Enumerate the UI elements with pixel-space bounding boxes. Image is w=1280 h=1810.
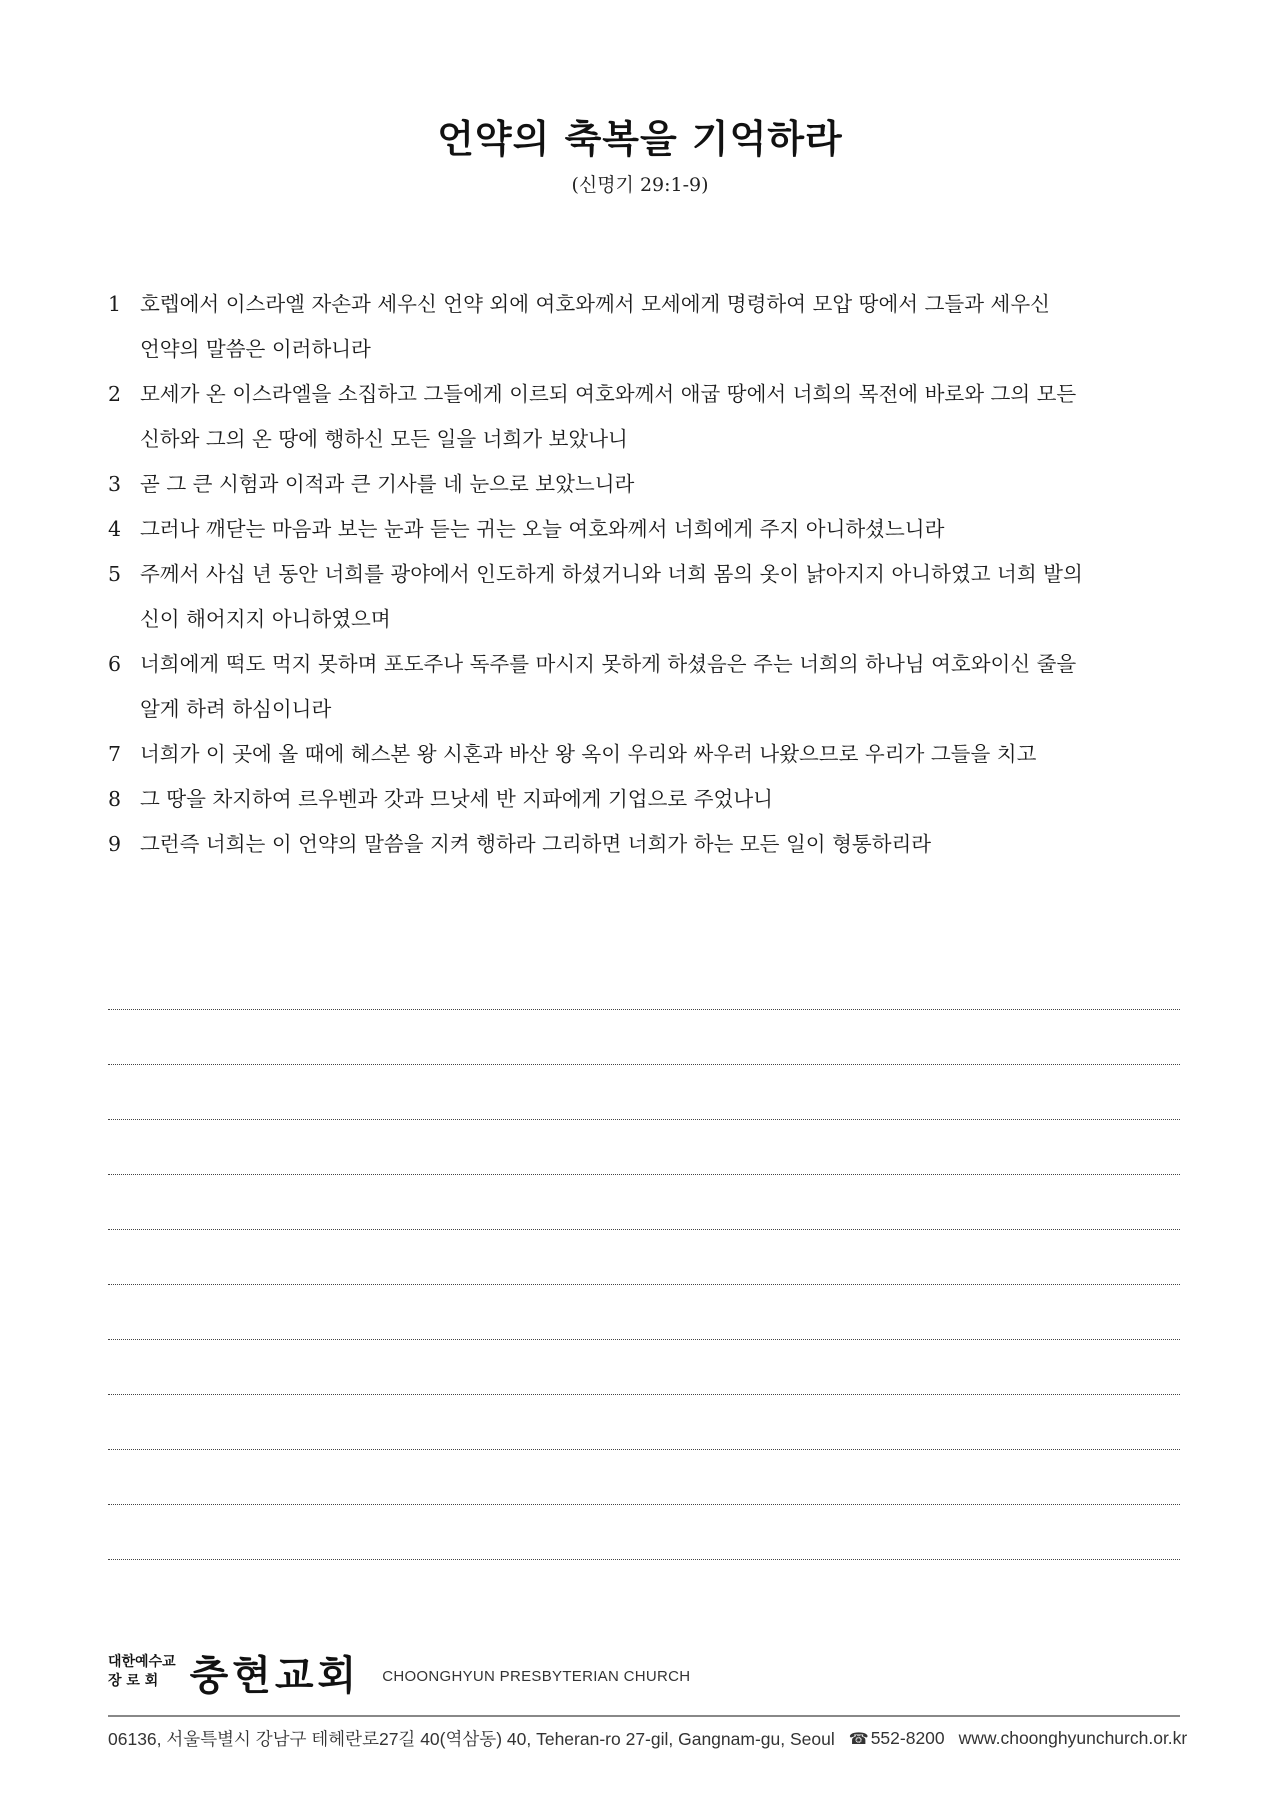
verse-line: 호렙에서 이스라엘 자손과 세우신 언약 외에 여호와께서 모세에게 명령하여 모압 땅에서 그들과 세우신 <box>140 292 1050 316</box>
verse-item <box>108 372 1178 462</box>
verse-line: 그런즉 너희는 이 언약의 말씀을 지켜 행하라 그리하면 너희가 하는 모든 일이 형통하리라 <box>140 832 932 856</box>
verse-text <box>140 732 1178 777</box>
verse-text <box>140 822 1178 867</box>
verse-number: 7 <box>108 742 122 766</box>
website-link[interactable]: www.choonghyunchurch.or.kr <box>958 1728 1188 1748</box>
verse-line: 알게 하려 하심이니라 <box>140 697 332 721</box>
footer-contact <box>108 1726 1188 1751</box>
scripture-reference: (신명기 29:1-9) <box>571 174 709 196</box>
verse-number: 2 <box>108 382 122 406</box>
verse-number: 9 <box>108 832 122 856</box>
denomination-line1: 대한예수교 <box>108 1654 176 1670</box>
verse-text <box>140 777 1178 822</box>
denomination <box>108 1653 176 1691</box>
verse-list <box>108 282 1178 867</box>
page-title: 언약의 축복을 기억하라 <box>437 117 843 161</box>
verse-line: 모세가 온 이스라엘을 소집하고 그들에게 이르되 여호와께서 애굽 땅에서 너희의 목전에 바로와 그의 모든 <box>140 382 1077 406</box>
verse-line: 너희에게 떡도 먹지 못하며 포도주나 독주를 마시지 못하게 하셨음은 주는 너희의 하나님 여호와이신 줄을 <box>140 652 1077 676</box>
writing-line[interactable] <box>108 1065 1180 1120</box>
writing-line[interactable] <box>108 955 1180 1010</box>
verse-line: 신이 해어지지 아니하였으며 <box>140 607 391 631</box>
footer-divider <box>108 1715 1180 1717</box>
verse-item <box>108 822 1178 867</box>
verse-item <box>108 282 1178 372</box>
writing-line[interactable] <box>108 1010 1180 1065</box>
denomination-line2: 장 로 회 <box>108 1673 159 1689</box>
church-address: 06136, 서울특별시 강남구 테헤란로27길 40(역삼동) 40, Teheran-ro 27-gil, Gangnam-gu, Seoul <box>108 1729 835 1749</box>
verse-item <box>108 552 1178 642</box>
writing-line[interactable] <box>108 1285 1180 1340</box>
verse-number: 3 <box>108 472 122 496</box>
verse-item <box>108 777 1178 822</box>
verse-line: 그러나 깨닫는 마음과 보는 눈과 듣는 귀는 오늘 여호와께서 너희에게 주지 아니하셨느니라 <box>140 517 945 541</box>
writing-lines <box>108 955 1180 1560</box>
verse-text <box>140 552 1178 642</box>
church-name-english: CHOONGHYUN PRESBYTERIAN CHURCH <box>382 1667 691 1685</box>
verse-number: 6 <box>108 652 122 676</box>
verse-text <box>140 507 1178 552</box>
verse-item <box>108 642 1178 732</box>
writing-line[interactable] <box>108 1120 1180 1175</box>
verse-line: 곧 그 큰 시험과 이적과 큰 기사를 네 눈으로 보았느니라 <box>140 472 635 496</box>
writing-line[interactable] <box>108 1340 1180 1395</box>
verse-number: 5 <box>108 562 122 586</box>
verse-line: 주께서 사십 년 동안 너희를 광야에서 인도하게 하셨거니와 너희 몸의 옷이 낡아지지 아니하였고 너희 발의 <box>140 562 1083 586</box>
verse-text <box>140 282 1178 372</box>
verse-number: 8 <box>108 787 122 811</box>
writing-line[interactable] <box>108 1175 1180 1230</box>
verse-number: 1 <box>108 292 122 316</box>
verse-line: 언약의 말씀은 이러하니라 <box>140 337 371 361</box>
writing-line[interactable] <box>108 1450 1180 1505</box>
verse-text <box>140 462 1178 507</box>
verse-line: 신하와 그의 온 땅에 행하신 모든 일을 너희가 보았나니 <box>140 427 628 451</box>
phone-number: 552-8200 <box>870 1728 945 1748</box>
verse-line: 그 땅을 차지하여 르우벤과 갓과 므낫세 반 지파에게 기업으로 주었나니 <box>140 787 773 811</box>
verse-line: 너희가 이 곳에 올 때에 헤스본 왕 시혼과 바산 왕 옥이 우리와 싸우러 나왔으므로 우리가 그들을 치고 <box>140 742 1037 766</box>
verse-text <box>140 642 1178 732</box>
telephone-icon: ☎ <box>848 1730 869 1748</box>
phone <box>849 1728 945 1749</box>
verse-item <box>108 507 1178 552</box>
verse-text <box>140 372 1178 462</box>
verse-item <box>108 732 1178 777</box>
church-name-korean: 충현교회 <box>189 1651 361 1699</box>
writing-line[interactable] <box>108 1395 1180 1450</box>
verse-number: 4 <box>108 517 122 541</box>
writing-line[interactable] <box>108 1505 1180 1560</box>
verse-item <box>108 462 1178 507</box>
writing-line[interactable] <box>108 1230 1180 1285</box>
church-logo <box>108 1642 690 1702</box>
